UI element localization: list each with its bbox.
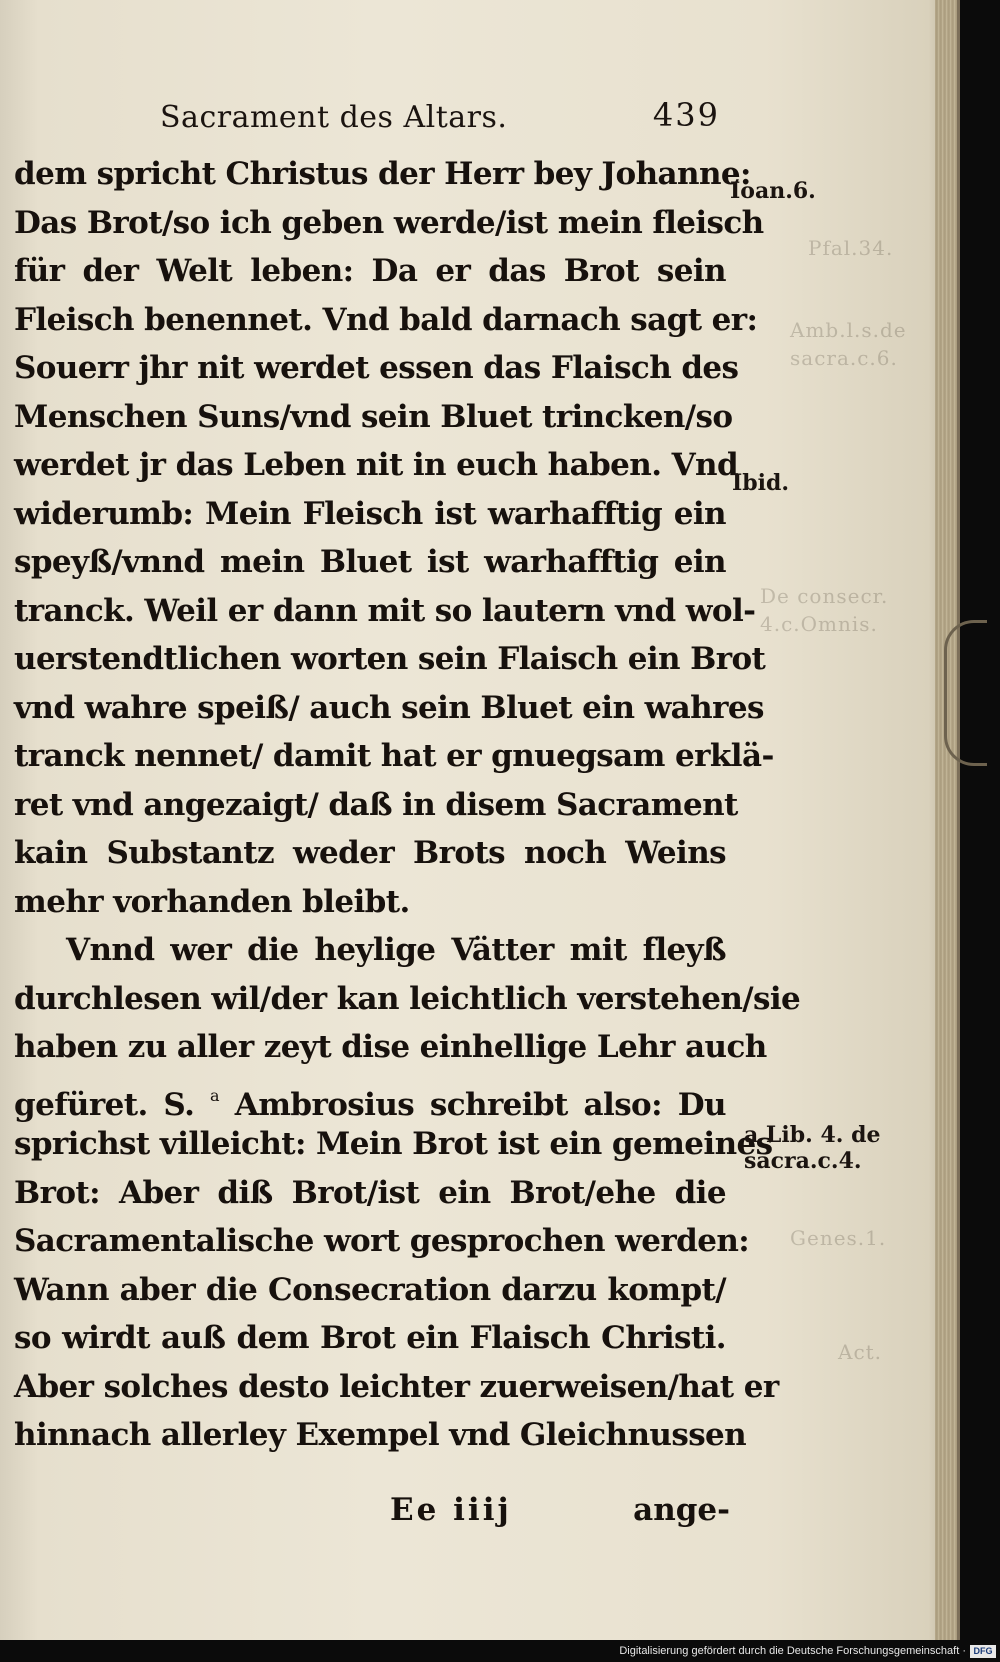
signature-mark: Ee iiij <box>390 1492 512 1528</box>
text-line: tranck nennet/ damit hat er gnuegsam erklä- <box>14 738 774 774</box>
text-line: Sacramentalische wort gesprochen werden: <box>14 1223 750 1259</box>
clasp-shadow <box>944 620 987 766</box>
text-line: für der Welt leben: Da er das Brot sein <box>14 253 726 289</box>
margin-note-line: a Lib. 4. de <box>744 1122 881 1148</box>
text-fragment: Ambrosius schreibt also: Du <box>234 1086 726 1123</box>
text-line: widerumb: Mein Fleisch ist warhafftig ein <box>14 495 726 532</box>
footnote-mark: a <box>210 1085 219 1105</box>
catchword: ange- <box>633 1492 730 1528</box>
text-line: werdet jr das Leben nit in euch haben. Vnd <box>14 447 739 483</box>
text-line: Brot: Aber diß Brot/ist ein Brot/ehe die <box>14 1174 726 1211</box>
text-line: Souerr jhr nit werdet essen das Flaisch des <box>14 350 739 386</box>
text-line: mehr vorhanden bleibt. <box>14 883 410 920</box>
running-title: Sacrament des Altars. <box>160 100 508 135</box>
text-fragment: gefüret. S. <box>14 1086 195 1123</box>
text-line: speyß/vnnd mein Bluet ist warhafftig ein <box>14 544 726 580</box>
bleed-through-text: Amb.l.s.de <box>790 318 907 342</box>
text-line: kain Substantz weder Brots noch Weins <box>14 835 726 871</box>
text-line: Vnnd wer die heylige Vätter mit fleyß <box>66 932 726 968</box>
margin-note-line: sacra.c.4. <box>744 1148 862 1174</box>
page-edge <box>935 0 957 1640</box>
text-line: sprichst villeicht: Mein Brot ist ein gemeines <box>14 1126 773 1162</box>
text-line <box>14 1072 726 1121</box>
page-header <box>160 96 720 146</box>
text-line: Menschen Suns/vnd sein Bluet trincken/so <box>14 398 733 435</box>
bleed-through-text: Genes.1. <box>790 1226 887 1250</box>
margin-note-ioan: Ioan.6. <box>730 178 816 204</box>
margin-note-lib <box>744 1122 880 1174</box>
footer-credit: Digitalisierung gefördert durch die Deutsche Forschungsgemeinschaft · <box>619 1645 966 1657</box>
text-line: haben zu aller zeyt dise einhellige Lehr auch <box>14 1029 767 1065</box>
bleed-through-text: sacra.c.6. <box>790 346 898 370</box>
text-line: Aber solches desto leichter zuerweisen/hat er <box>14 1368 779 1405</box>
text-line: so wirdt auß dem Brot ein Flaisch Christi. <box>14 1320 726 1356</box>
text-line: vnd wahre speiß/ auch sein Bluet ein wahres <box>14 689 764 726</box>
margin-note-ibid: Ibid. <box>732 470 790 496</box>
bleed-through-text: De consecr. <box>760 584 889 608</box>
catchline <box>390 1492 730 1542</box>
text-line: hinnach allerley Exempel vnd Gleichnussen <box>14 1417 747 1453</box>
dfg-logo-icon: DFG <box>970 1645 996 1658</box>
bleed-through-text: Act. <box>838 1340 883 1364</box>
text-line: Das Brot/so ich geben werde/ist mein fleisch <box>14 204 764 241</box>
text-line: Wann aber die Consecration darzu kompt/ <box>14 1271 726 1308</box>
text-line: uerstendtlichen worten sein Flaisch ein Brot <box>14 641 766 677</box>
text-line: dem spricht Christus der Herr bey Johanne: <box>14 156 751 192</box>
text-line: ret vnd angezaigt/ daß in disem Sacrament <box>14 786 738 823</box>
bleed-through-text: Pfal.34. <box>808 236 894 260</box>
text-line: durchlesen wil/der kan leichtlich verstehen/sie <box>14 980 801 1017</box>
bleed-through-text: 4.c.Omnis. <box>760 612 878 636</box>
text-line: Fleisch benennet. Vnd bald darnach sagt er: <box>14 301 758 338</box>
text-line: tranck. Weil er dann mit so lautern vnd wol- <box>14 592 756 629</box>
page-number: 439 <box>652 96 720 134</box>
